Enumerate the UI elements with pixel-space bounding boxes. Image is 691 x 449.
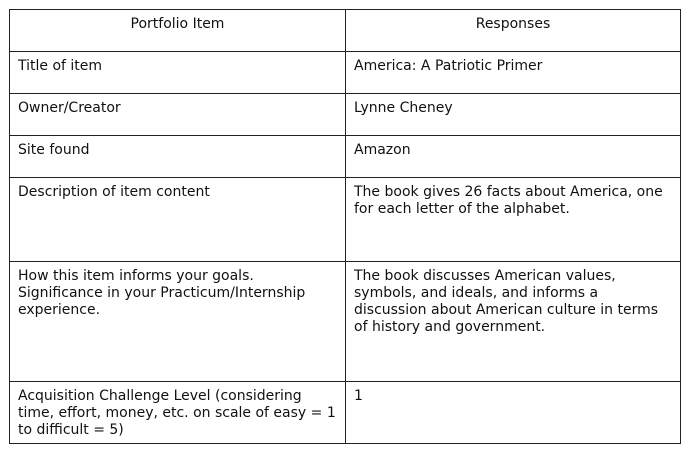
table-header-row [10,10,681,52]
table-row [10,52,681,94]
table-row [10,262,681,382]
row-label-challenge: Acquisition Challenge Level (considering time, effort, money, etc. on scale of easy = 1 to difficult = 5) [10,382,346,444]
portfolio-table [9,9,681,444]
row-label-title: Title of item [10,52,346,94]
row-value-owner: Lynne Cheney [346,94,681,136]
row-label-goals: How this item informs your goals. Significance in your Practicum/Internship experience. [10,262,346,382]
row-label-site: Site found [10,136,346,178]
table-row [10,136,681,178]
header-responses: Responses [346,10,681,52]
row-value-site: Amazon [346,136,681,178]
row-label-description: Description of item content [10,178,346,262]
row-value-title: America: A Patriotic Primer [346,52,681,94]
row-value-challenge: 1 [346,382,681,444]
table-row [10,94,681,136]
row-value-goals: The book discusses American values, symbols, and ideals, and informs a discussion about American culture in terms of history and government. [346,262,681,382]
row-value-description: The book gives 26 facts about America, one for each letter of the alphabet. [346,178,681,262]
header-portfolio-item: Portfolio Item [10,10,346,52]
table-row [10,178,681,262]
table-row [10,382,681,444]
row-label-owner: Owner/Creator [10,94,346,136]
